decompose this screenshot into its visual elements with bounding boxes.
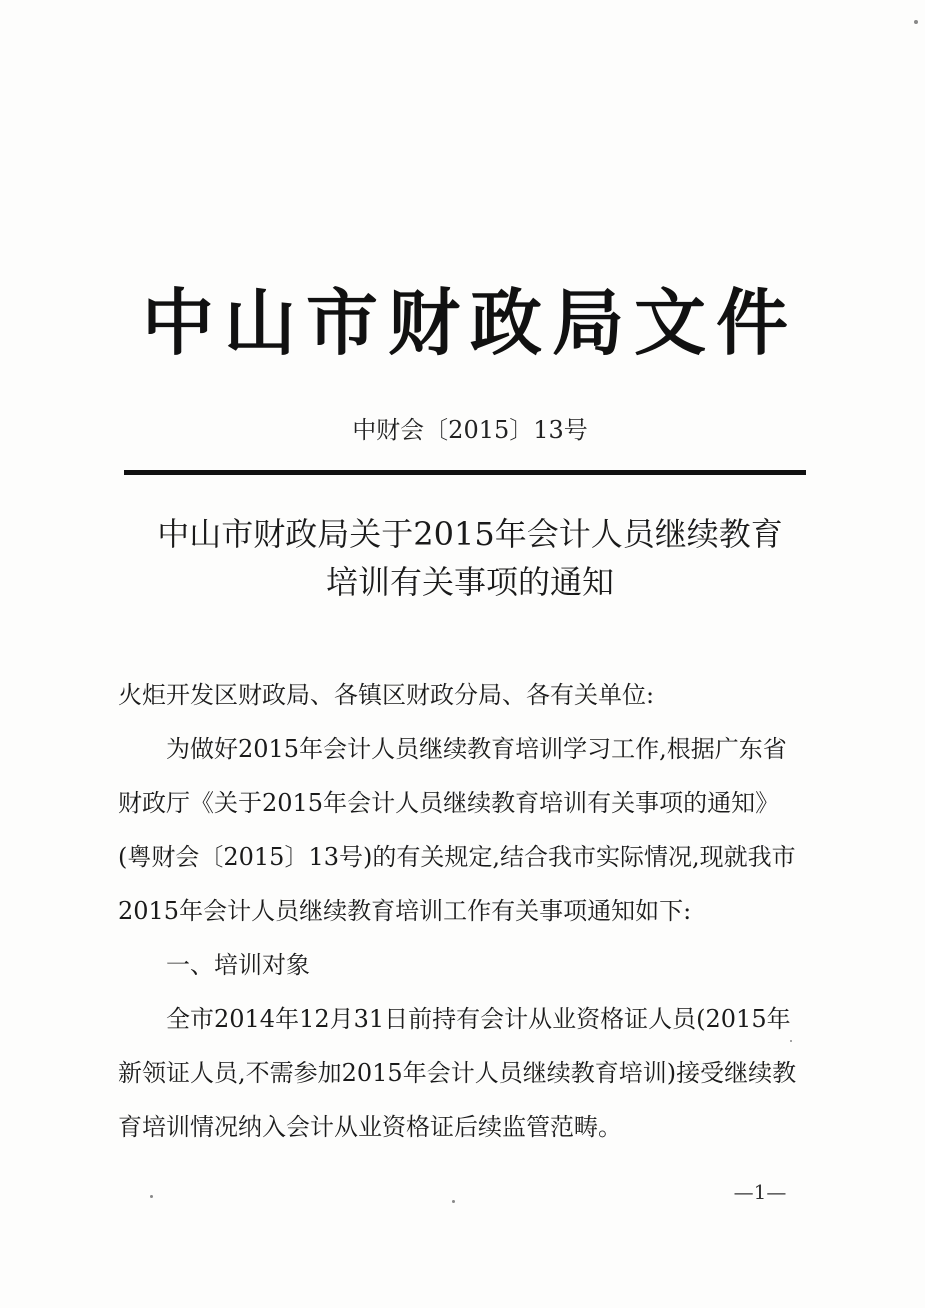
scan-speck [790,1040,792,1042]
salutation: 火炬开发区财政局、各镇区财政分局、各有关单位: [118,681,655,709]
document-header-title: 中山市财政局文件 [141,281,798,365]
header-divider [124,470,806,475]
scan-speck [914,20,918,24]
section-1-text: 全市2014年12月31日前持有会计从业资格证人员(2015年新领证人员,不需参加2015年会计人员继续教育培训)接受继续教育培训情况纳入会计从业资格证后续监管范畴。 [118,1005,797,1141]
subject-line-2: 培训有关事项的通知 [325,563,614,601]
section-heading-1: 一、培训对象 [166,951,310,979]
document-number: 中财会〔2015〕13号 [352,416,588,444]
body-paragraph-1: 为做好2015年会计人员继续教育培训学习工作,根据广东省财政厅《关于2015年会计人员继续教育培训有关事项的通知》(粤财会〔2015〕13号)的有关规定,结合我市实际情况,现就我市2015年会计人员继续教育培训工作有关事项通知如下: [118,735,796,925]
document-body [118,668,808,1154]
scan-speck [150,1195,153,1198]
document-subject [110,510,830,606]
subject-line-1: 中山市财政局关于2015年会计人员继续教育 [157,515,783,553]
page-number: —1— [733,1180,787,1204]
scan-speck [452,1200,455,1203]
